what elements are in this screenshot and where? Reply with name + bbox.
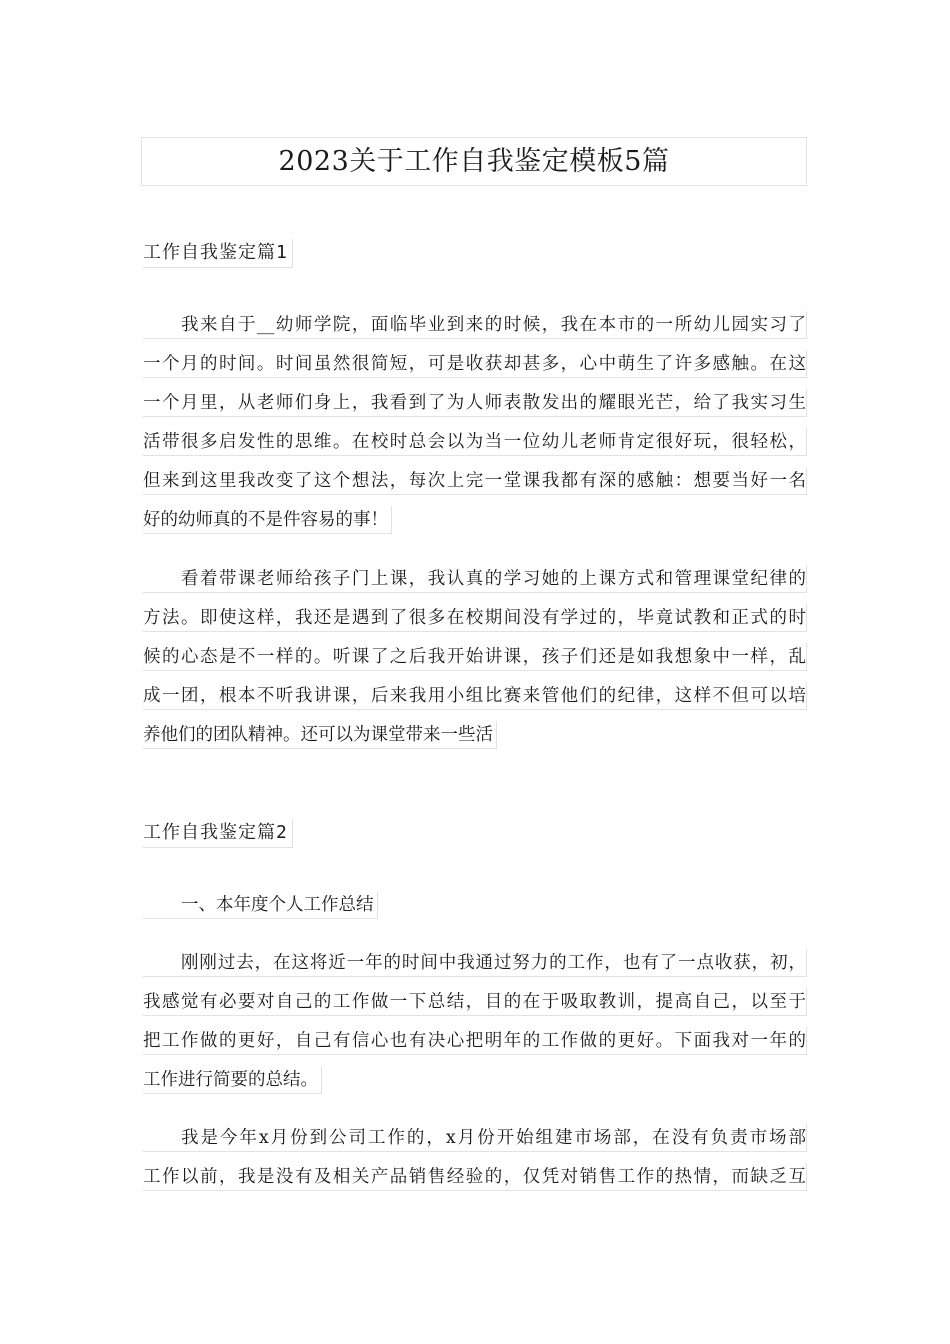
- paragraph-line: 一个月的时间。时间虽然很简短，可是收获却甚多，心中萌生了许多感触。在这: [143, 350, 807, 378]
- section-heading-1: 工作自我鉴定篇1: [143, 239, 293, 268]
- paragraph-line: 刚刚过去，在这将近一年的时间中我通过努力的工作，也有了一点收获，初，: [143, 949, 807, 977]
- paragraph-line: 把工作做的更好，自己有信心也有决心把明年的工作做的更好。下面我对一年的: [143, 1027, 807, 1055]
- paragraph-line: 我来自于__幼师学院，面临毕业到来的时候，我在本市的一所幼儿园实习了: [143, 311, 807, 339]
- paragraph-line: 工作以前，我是没有及相关产品销售经验的，仅凭对销售工作的热情，而缺乏互: [143, 1163, 807, 1191]
- paragraph-line: 活带很多启发性的思维。在校时总会以为当一位幼儿老师肯定很好玩，很轻松，: [143, 428, 807, 456]
- section-heading-2: 工作自我鉴定篇2: [143, 819, 293, 848]
- paragraph-line: 我感觉有必要对自己的工作做一下总结，目的在于吸取教训，提高自己，以至于: [143, 988, 807, 1016]
- paragraph-line: 看着带课老师给孩子门上课，我认真的学习她的上课方式和管理课堂纪律的: [143, 565, 807, 593]
- paragraph-line: 但来到这里我改变了这个想法，每次上完一堂课我都有深的感触：想要当好一名: [143, 467, 807, 495]
- paragraph-line: 候的心态是不一样的。听课了之后我开始讲课，孩子们还是如我想象中一样，乱: [143, 643, 807, 671]
- paragraph-line: 一个月里，从老师们身上，我看到了为人师表散发出的耀眼光芒，给了我实习生: [143, 389, 807, 417]
- paragraph-line: 成一团，根本不听我讲课，后来我用小组比赛来管他们的纪律，这样不但可以培: [143, 682, 807, 710]
- document-title: 2023关于工作自我鉴定模板5篇: [141, 137, 807, 186]
- paragraph-line: 工作进行简要的总结。: [143, 1066, 322, 1094]
- paragraph-line: 我是今年x月份到公司工作的，x月份开始组建市场部，在没有负责市场部: [143, 1124, 807, 1152]
- paragraph-line: 好的幼师真的不是件容易的事！: [143, 506, 392, 534]
- subheading: 一、本年度个人工作总结: [143, 891, 378, 919]
- paragraph-line: 方法。即使这样，我还是遇到了很多在校期间没有学过的，毕竟试教和正式的时: [143, 604, 807, 632]
- paragraph-line: 养他们的团队精神。还可以为课堂带来一些活: [143, 721, 497, 749]
